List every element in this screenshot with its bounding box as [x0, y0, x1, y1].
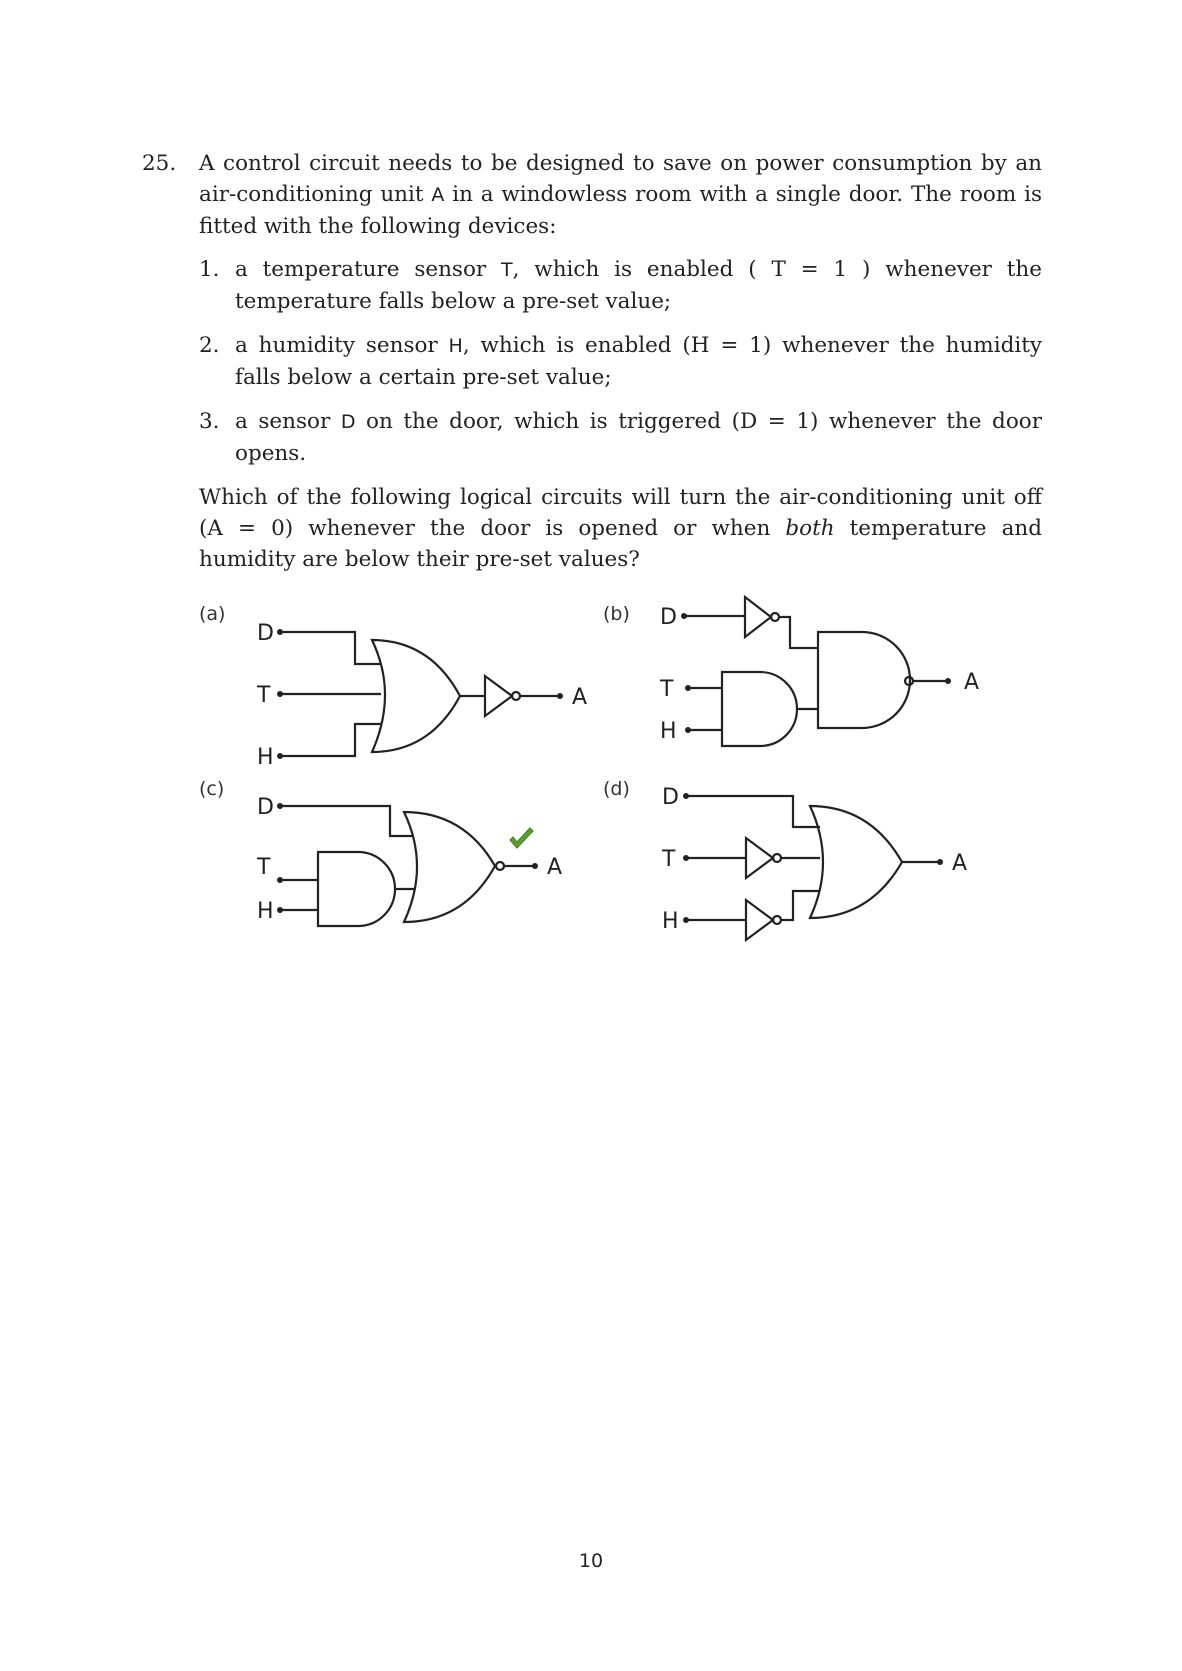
device-item: 3. a sensor D on the door, which is triggered (D = 1) whenever the door opens.	[199, 409, 1042, 466]
input-h-label: H	[257, 745, 274, 770]
not-gate-t	[746, 838, 773, 878]
input-h-label: H	[660, 719, 677, 744]
input-d-label: D	[257, 621, 274, 646]
option-b-label: (b)	[603, 603, 630, 625]
option-d-label: (d)	[603, 778, 630, 800]
question-intro: A control circuit needs to be designed to save on power consumption by an air-conditioning unit A in a windowless room with a single door. The room is fitted with the following devices:	[199, 151, 1042, 239]
output-a-label: A	[952, 851, 968, 876]
wire-d	[686, 796, 820, 827]
output-a-label: A	[964, 670, 980, 695]
output-a-label: A	[547, 855, 563, 880]
input-t-label: T	[257, 683, 271, 708]
input-d-label: D	[662, 785, 679, 810]
input-h-label: H	[257, 899, 274, 924]
input-h-label: H	[662, 909, 679, 934]
page-number: 10	[578, 1550, 604, 1572]
input-t-label: T	[257, 855, 271, 880]
input-d-label: D	[660, 605, 677, 630]
device-item: 2. a humidity sensor H, which is enabled (H = 1) whenever the humidity falls below a certain pre-set value;	[199, 333, 1042, 390]
input-d-label: D	[257, 795, 274, 820]
not-gate-h	[746, 900, 773, 940]
output-a-label: A	[572, 685, 588, 710]
question-number: 25.	[142, 151, 177, 176]
or-gate	[810, 806, 902, 918]
question-stem: Which of the following logical circuits will turn the air-conditioning unit off (A = 0) whenever the door is opened or when both temperature and humidity are below their pre-set values?	[199, 485, 1042, 572]
device-item: 1. a temperature sensor T, which is enabled ( T = 1 ) whenever the temperature falls below a pre-set value;	[199, 257, 1042, 314]
input-t-label: T	[662, 847, 676, 872]
option-a-label: (a)	[199, 603, 226, 625]
input-t-label: T	[660, 677, 674, 702]
option-c-label: (c)	[199, 778, 225, 800]
